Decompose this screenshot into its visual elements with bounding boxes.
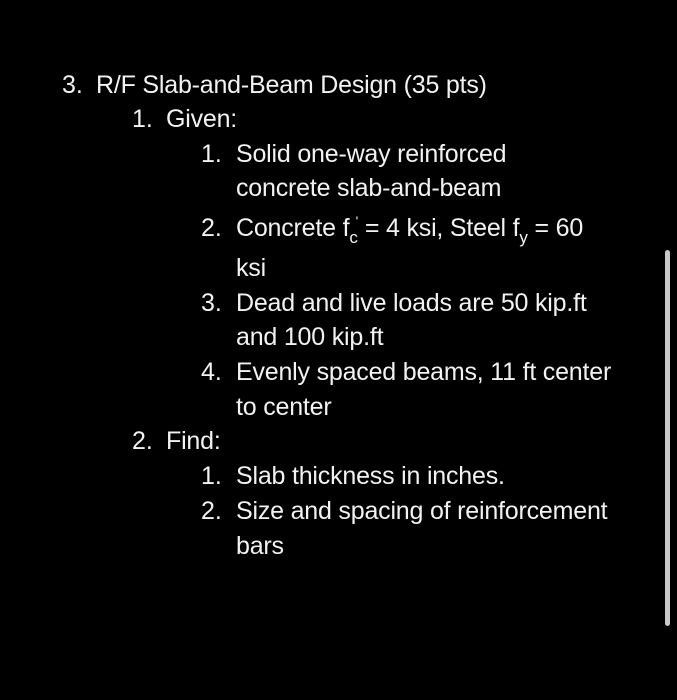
given-item-2-line-1 [236, 213, 583, 246]
given-item-2-number: 2. [201, 214, 222, 242]
fc-prime: ' [355, 213, 359, 229]
given-item-2-line-2: ksi [236, 254, 266, 282]
concrete-label: Concrete f [236, 214, 350, 242]
fy-subscript: y [519, 228, 528, 247]
find-item-2-line-1: Size and spacing of reinforcement [236, 497, 608, 525]
find-number: 2. [132, 427, 153, 455]
given-item-3-number: 3. [201, 289, 222, 317]
vertical-scrollbar[interactable] [665, 250, 670, 626]
given-item-3-line-1: Dead and live loads are 50 kip.ft [236, 289, 587, 317]
find-item-1-number: 1. [201, 462, 222, 490]
given-item-1-number: 1. [201, 140, 222, 168]
problem-title: R/F Slab-and-Beam Design (35 pts) [96, 71, 487, 99]
fy-value: = 60 [527, 214, 584, 242]
given-number: 1. [132, 105, 153, 133]
given-item-1-line-1: Solid one-way reinforced [236, 140, 507, 168]
find-heading: Find: [166, 427, 221, 455]
find-item-2-number: 2. [201, 497, 222, 525]
given-item-3-line-2: and 100 kip.ft [236, 323, 384, 351]
given-heading: Given: [166, 105, 238, 133]
given-item-4-line-1: Evenly spaced beams, 11 ft center [236, 358, 612, 386]
given-item-4-line-2: to center [236, 393, 332, 421]
given-item-1-line-2: concrete slab-and-beam [236, 174, 502, 202]
find-item-1-line-1: Slab thickness in inches. [236, 462, 505, 490]
given-item-4-number: 4. [201, 358, 222, 386]
problem-number: 3. [62, 71, 83, 99]
find-item-2-line-2: bars [236, 532, 284, 560]
steel-label: = 4 ksi, Steel f [358, 214, 520, 242]
fc-subscript: c [349, 228, 358, 247]
